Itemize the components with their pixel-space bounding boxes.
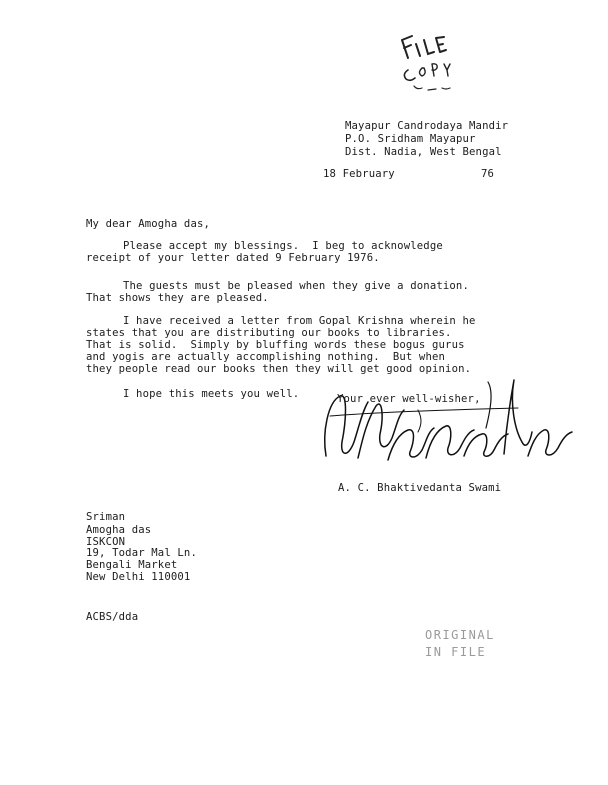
letter-year: 76: [481, 168, 495, 180]
sender-address-line-3: Dist. Nadia, West Bengal: [345, 146, 502, 158]
body-p3-line-5: they people read our books then they will get good opinion.: [86, 363, 472, 375]
body-p3-line-4: and yogis are actually accomplishing nothing. But when: [86, 351, 446, 363]
body-p1-line-2: receipt of your letter dated 9 February 1976.: [86, 252, 380, 264]
sender-address-line-1: Mayapur Candrodaya Mandir: [345, 120, 509, 132]
salutation: My dear Amogha das,: [86, 218, 211, 230]
stamp-bottom-line-2: IN FILE: [425, 645, 487, 659]
recipient-line-4: 19, Todar Mal Ln.: [86, 547, 197, 559]
recipient-line-2: Amogha das: [86, 524, 152, 536]
sender-address-line-2: P.O. Sridham Mayapur: [345, 133, 476, 145]
recipient-line-1: Sriman: [86, 511, 126, 523]
body-p2-line-2: That shows they are pleased.: [86, 292, 269, 304]
stamp-bottom-line-1: ORIGINAL: [425, 628, 495, 642]
handwritten-signature: [318, 372, 580, 472]
file-copy-stamp: [392, 34, 476, 104]
body-p3-line-1: I have received a letter from Gopal Krishna wherein he: [123, 315, 476, 327]
recipient-line-5: Bengali Market: [86, 559, 178, 571]
letter-date: 18 February: [323, 168, 395, 180]
body-p3-line-3: That is solid. Simply by bluffing words these bogus gurus: [86, 339, 465, 351]
recipient-line-3: ISKCON: [86, 536, 126, 548]
body-p3-line-2: states that you are distributing our books to libraries.: [86, 327, 452, 339]
recipient-line-6: New Delhi 110001: [86, 571, 191, 583]
body-p4-line-1: I hope this meets you well.: [123, 388, 300, 400]
body-p1-line-1: Please accept my blessings. I beg to acknowledge: [123, 240, 443, 252]
typist-initials: ACBS/dda: [86, 611, 139, 623]
signatory-name: A. C. Bhaktivedanta Swami: [338, 482, 502, 494]
closing: Your ever well-wisher,: [337, 393, 481, 405]
body-p2-line-1: The guests must be pleased when they give a donation.: [123, 280, 469, 292]
